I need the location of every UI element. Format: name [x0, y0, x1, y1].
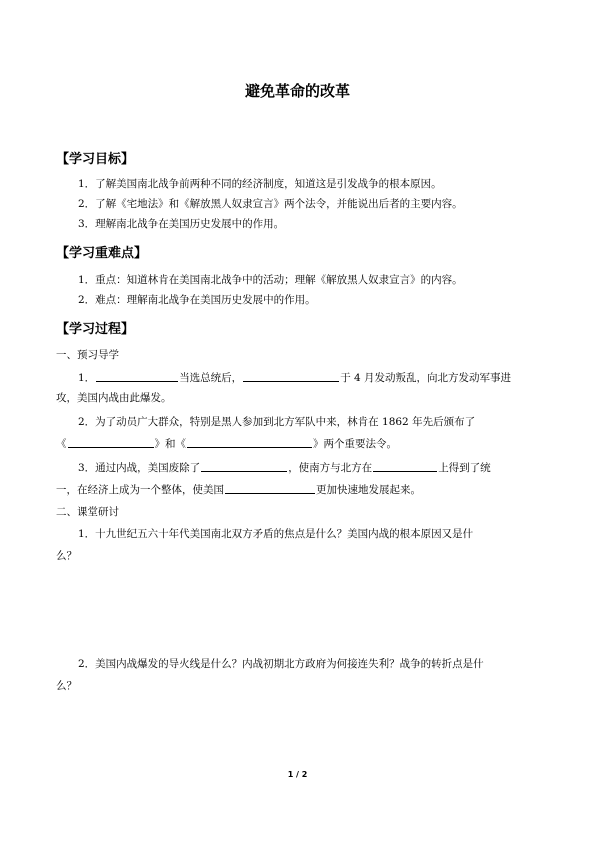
q3-text-2: ，使南方与北方在	[288, 462, 373, 474]
answer-blank[interactable]	[243, 370, 339, 382]
q3-text-4: 一，在经济上成为一个整体，使美国	[56, 484, 224, 496]
preview-question-2: 2．为了动员广大群众，特别是黑人参加到北方军队中来，林肯在 1862 年先后颁布了	[78, 416, 476, 428]
discussion-question-1-cont: 么？	[56, 550, 77, 562]
goal-item: 3．理解南北战争在美国历史发展中的作用。	[78, 218, 285, 230]
q1-text-1: 当选总统后，	[179, 372, 243, 384]
heading-key-points: 【学习重难点】	[56, 246, 148, 261]
answer-blank[interactable]	[225, 482, 315, 494]
q2-middle: 》和《	[154, 438, 186, 450]
key-item: 2．难点：理解南北战争在美国历史发展中的作用。	[78, 294, 316, 306]
q2-open-bracket: 《	[56, 438, 67, 450]
heading-process: 【学习过程】	[56, 322, 135, 337]
q3-text-1: 3．通过内战，美国废除了	[78, 462, 201, 474]
answer-blank[interactable]	[201, 460, 287, 472]
answer-blank[interactable]	[96, 370, 178, 382]
key-item: 1．重点：知道林肯在美国南北战争中的活动；理解《解放黑人奴隶宣言》的内容。	[78, 274, 463, 286]
goal-item: 1．了解美国南北战争前两种不同的经济制度，知道这是引发战争的根本原因。	[78, 178, 442, 190]
part2-title: 二、课堂研讨	[56, 506, 119, 518]
preview-question-2-blanks	[56, 436, 541, 451]
q3-text-5: 更加快速地发展起来。	[316, 484, 421, 496]
discussion-question-2: 2．美国内战爆发的导火线是什么？内战初期北方政府为何接连失利？战争的转折点是什	[78, 658, 484, 670]
preview-question-1	[56, 370, 541, 385]
answer-blank[interactable]	[187, 436, 312, 448]
page-number: 1 / 2	[287, 770, 308, 779]
q1-continuation: 攻，美国内战由此爆发。	[56, 392, 172, 404]
q1-number: 1．	[78, 372, 96, 384]
answer-blank[interactable]	[68, 436, 154, 448]
q3-text-3: 上得到了统	[438, 462, 491, 474]
preview-question-3-cont	[56, 482, 541, 497]
discussion-question-1: 1．十九世纪五六十年代美国南北双方矛盾的焦点是什么？美国内战的根本原因又是什	[78, 528, 474, 540]
q1-text-2: 于 4 月发动叛乱，向北方发动军事进	[340, 372, 512, 384]
part1-title: 一、预习导学	[56, 349, 119, 361]
q2-end: 》两个重要法令。	[313, 438, 397, 450]
heading-goals: 【学习目标】	[56, 152, 135, 167]
preview-question-3	[56, 460, 541, 475]
goal-item: 2．了解《宅地法》和《解放黑人奴隶宣言》两个法令，并能说出后者的主要内容。	[78, 198, 463, 210]
answer-blank[interactable]	[373, 460, 437, 472]
discussion-question-2-cont: 么？	[56, 680, 77, 692]
page-title: 避免革命的改革	[244, 82, 350, 100]
